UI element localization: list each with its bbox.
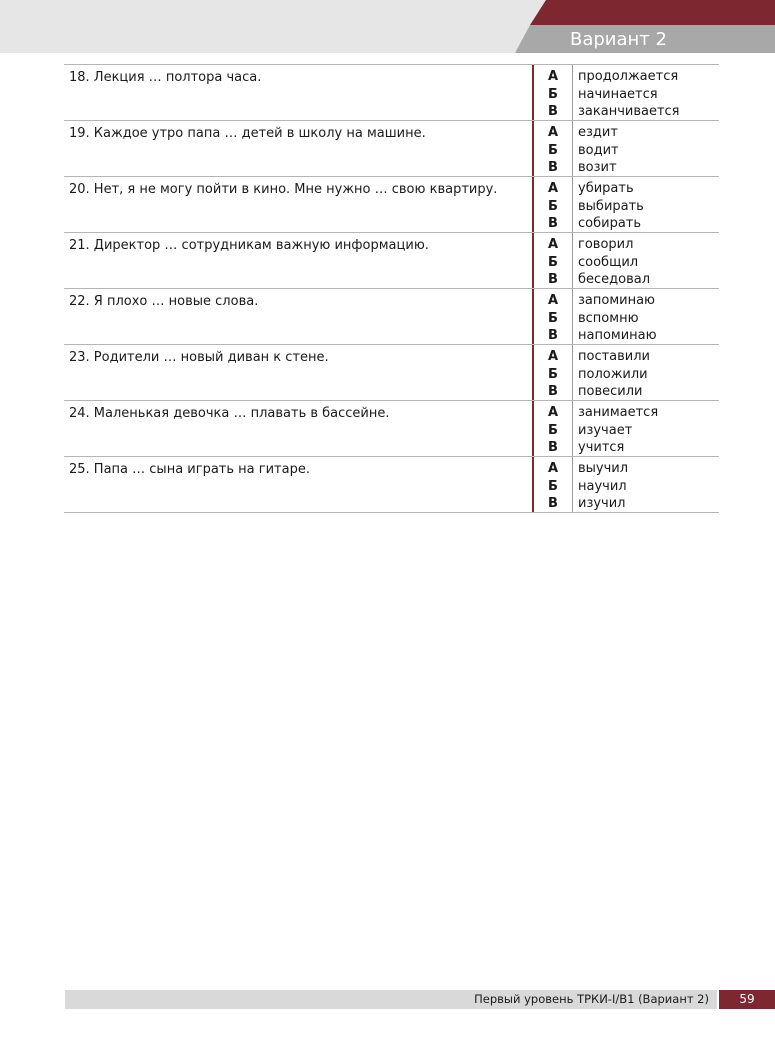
answer-options xyxy=(573,177,719,232)
answer-options xyxy=(573,65,719,120)
answer-option[interactable]: выучил xyxy=(578,461,629,476)
variant-title: Вариант 2 xyxy=(570,29,667,50)
answer-option[interactable]: поставили xyxy=(578,349,651,364)
answer-letter: В xyxy=(548,272,558,287)
answer-letter: Б xyxy=(548,366,558,382)
question-row xyxy=(64,121,719,177)
answer-option[interactable]: ездит xyxy=(578,125,618,140)
question-text: 19. Каждое утро папа … детей в школу на машине. xyxy=(69,126,426,141)
answer-option[interactable]: учится xyxy=(578,440,625,455)
answer-letters xyxy=(532,289,573,344)
answer-letter: В xyxy=(548,328,558,343)
answer-option[interactable]: собирать xyxy=(578,216,642,231)
answer-letter: Б xyxy=(548,422,558,438)
answer-letter: В xyxy=(548,160,558,175)
page-number: 59 xyxy=(719,990,775,1009)
answer-option[interactable]: водит xyxy=(578,142,619,158)
answer-option[interactable]: беседовал xyxy=(578,272,651,287)
question-row xyxy=(64,457,719,513)
answer-letter: Б xyxy=(548,310,558,326)
answer-option[interactable]: сообщил xyxy=(578,254,639,270)
answer-options xyxy=(573,233,719,288)
answer-options xyxy=(573,401,719,456)
answer-letter: Б xyxy=(548,142,558,158)
answer-letter: Б xyxy=(548,86,558,102)
answer-letter: Б xyxy=(548,478,558,494)
footer-title: Первый уровень ТРКИ-I/В1 (Вариант 2) xyxy=(474,992,709,1006)
answer-options xyxy=(573,345,719,400)
answer-option[interactable]: изучает xyxy=(578,422,633,438)
answer-letter: В xyxy=(548,496,558,511)
question-text: 18. Лекция … полтора часа. xyxy=(69,70,262,85)
answer-option[interactable]: убирать xyxy=(578,181,634,196)
answer-letter: А xyxy=(547,405,559,420)
answer-option[interactable]: научил xyxy=(578,478,627,494)
answer-letters xyxy=(532,233,573,288)
answer-option[interactable]: говорил xyxy=(578,237,634,252)
answer-option[interactable]: заканчивается xyxy=(578,104,680,119)
answer-option[interactable]: повесили xyxy=(578,384,643,399)
answer-letter: А xyxy=(547,125,559,140)
answer-letter: А xyxy=(547,181,559,196)
header-accent-tab xyxy=(530,0,775,25)
answer-options xyxy=(573,457,719,512)
question-text: 25. Папа … сына играть на гитаре. xyxy=(69,462,310,477)
answer-option[interactable]: запоминаю xyxy=(578,293,655,308)
question-text: 20. Нет, я не могу пойти в кино. Мне нужно … свою квартиру. xyxy=(69,182,498,197)
answer-option[interactable]: вспомню xyxy=(578,310,639,326)
answer-letters xyxy=(532,457,573,512)
answer-letter: А xyxy=(547,461,559,476)
answer-letter: А xyxy=(547,349,559,364)
answer-letters xyxy=(532,345,573,400)
answer-option[interactable]: продолжается xyxy=(578,69,679,84)
answer-letter: А xyxy=(547,237,559,252)
question-row xyxy=(64,65,719,121)
question-row xyxy=(64,345,719,401)
answer-letters xyxy=(532,177,573,232)
answer-options xyxy=(573,289,719,344)
question-text: 22. Я плохо … новые слова. xyxy=(69,294,259,309)
answer-letters xyxy=(532,65,573,120)
answer-option[interactable]: выбирать xyxy=(578,198,644,214)
answer-letter: А xyxy=(547,293,559,308)
question-row xyxy=(64,177,719,233)
questions-table xyxy=(64,64,719,513)
answer-letters xyxy=(532,401,573,456)
answer-letter: В xyxy=(548,216,558,231)
answer-letter: Б xyxy=(548,198,558,214)
answer-letter: В xyxy=(548,440,558,455)
answer-option[interactable]: напоминаю xyxy=(578,328,657,343)
question-row xyxy=(64,233,719,289)
answer-letters xyxy=(532,121,573,176)
footer-bar xyxy=(65,990,717,1009)
answer-option[interactable]: изучил xyxy=(578,496,626,511)
answer-letter: В xyxy=(548,384,558,399)
question-row xyxy=(64,289,719,345)
answer-options xyxy=(573,121,719,176)
question-text: 23. Родители … новый диван к стене. xyxy=(69,350,329,365)
answer-option[interactable]: занимается xyxy=(578,405,659,420)
question-row xyxy=(64,401,719,457)
answer-letter: Б xyxy=(548,254,558,270)
question-text: 21. Директор … сотрудникам важную информацию. xyxy=(69,238,429,253)
question-text: 24. Маленькая девочка … плавать в бассейне. xyxy=(69,406,390,421)
answer-letter: В xyxy=(548,104,558,119)
answer-option[interactable]: начинается xyxy=(578,86,658,102)
answer-option[interactable]: возит xyxy=(578,160,617,175)
answer-letter: А xyxy=(547,69,559,84)
answer-option[interactable]: положили xyxy=(578,366,648,382)
